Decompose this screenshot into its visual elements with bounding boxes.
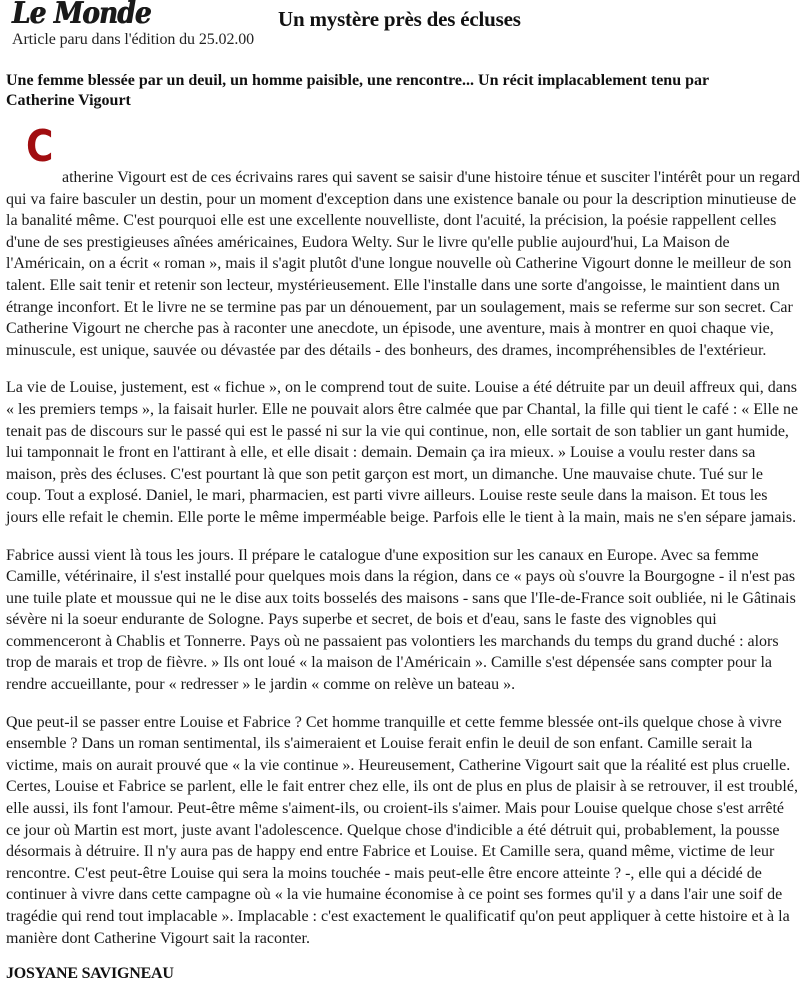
le-monde-logo: Le Monde	[12, 0, 151, 31]
article-paragraph: La vie de Louise, justement, est « fichue », on le comprend tout de suite. Louise a été détruite par un deuil affreux qui, dans « les premiers temps », la faisait hurler. Elle ne pouvait alors être calmée que par Chantal, la fille qui tient le café : « Elle ne tenait pas de discours sur le passé qui est le passé ni sur la vie qui continue, non, elle sortait de son tablier un gant humide, lui tamponnait le front en l'attirant à elle, et elle disait : demain. Demain ça ira mieux. » Louise a voulu rester dans sa maison, près des écluses. C'est pourtant là que son petit garçon est mort, un dimanche. Une mauvaise chute. Tué sur le coup. Tout a explosé. Daniel, le mari, pharmacien, est parti vivre ailleurs. Louise reste seule dans la maison. Et tous les jours elle refait le chemin. Elle porte le même imperméable beige. Parfois elle le tient à la main, mais ne s'en sépare jamais.	[6, 379, 799, 526]
masthead	[6, 0, 802, 50]
dropcap-letter: C	[26, 121, 54, 172]
article-title: Un mystère près des écluses	[278, 7, 521, 31]
article-paragraph: Fabrice aussi vient là tous les jours. Il prépare le catalogue d'une exposition sur les canaux en Europe. Avec sa femme Camille, vétérinaire, il s'est installé pour quelques mois dans la région, dans ce « pays où s'ouvre la Bourgogne - il n'est pas une tuile plate et moussue qui ne le dise aux toits bosselés des maisons - sans que l'Ile-de-France soit oubliée, ni le Gâtinais sévère ni la soeur endurante de Sologne. Pays superbe et secret, de bois et d'eau, sans le faste des vignobles qui commenceront à Chablis et Tonnerre. Pays où ne passaient pas volontiers les marchands du temps du grand duché : alors trop de marais et trop de fièvre. » Ils ont loué « la maison de l'Américain ». Camille s'est dépensée sans compter pour la rendre accueillante, pour « redresser » le jardin « comme on relève un bateau ».	[6, 546, 796, 694]
edition-date: Article paru dans l'édition du 25.02.00	[12, 31, 255, 48]
dropcap-row	[6, 121, 802, 172]
paragraph-text: atherine Vigourt est de ces écrivains rares qui savent se saisir d'une histoire ténue et susciter l'intérêt pour un regard qui va faire basculer un destin, pour un moment d'exception dans une existence banale ou pour la description minutieuse de la banalité même. C'est pourquoi elle est une excellente nouvelliste, dont l'acuité, la précision, la poésie rappellent celles d'une de ses prestigieuses aînées américaines, Eudora Welty. Sur le livre qu'elle publie aujourd'hui, La Maison de l'Américain, on a écrit « roman », mais il s'agit plutôt d'une longue nouvelle où Catherine Vigourt donne le meilleur de son talent. Elle sait tenir et retenir son lecteur, mystérieusement. Elle l'installe dans une sorte d'angoisse, le maintient dans un étrange inconfort. Et le livre ne se termine pas par un dénouement, par un soulagement, mais se referme sur son secret. Car Catherine Vigourt ne cherche pas à raconter une anecdote, un épisode, une aventure, mais à montrer en quoi chaque vie, minuscule, est unique, sauvée ou dévastée par des détails - des bonheurs, des drames, incompréhensibles de l'extérieur.	[6, 169, 801, 359]
article-paragraph	[6, 167, 802, 361]
author-signature: JOSYANE SAVIGNEAU	[6, 965, 174, 983]
article-paragraph: Que peut-il se passer entre Louise et Fabrice ? Cet homme tranquille et cette femme blessée ont-ils quelque chose à vivre ensemble ? Dans un roman sentimental, ils s'aimeraient et Louise ferait enfin le deuil de son enfant. Camille serait la victime, mais on aurait prouvé que « la vie continue ». Heureusement, Catherine Vigourt sait que la réalité est plus cruelle. Certes, Louise et Fabrice se parlent, elle le fait entrer chez elle, ils ont de plus en plus de plaisir à se retrouver, il est troublé, elle aussi, ils font l'amour. Peut-être même s'aiment-ils, ou croient-ils s'aimer. Mais pour Louise quelque chose s'est arrêté ce jour où Martin est mort, juste avant l'adolescence. Quelque chose d'indicible a été détruit qui, probablement, la pousse désormais à détruire. Il n'y aura pas de happy end entre Fabrice et Louise. Et Camille sera, quand même, victime de leur rencontre. C'est peut-être Louise qui sera la moins touchée - mais peut-elle être encore atteinte ? -, elle qui a décidé de continuer à vivre dans cette campagne où « la vie humaine économise à ce point ses formes qu'il y a dans l'air une soif de tragédie qui rend tout implacable ». Implacable : c'est exactement le qualificatif qu'on peut appliquer à cette histoire et à la manière dont Catherine Vigourt sait la raconter.	[6, 713, 798, 947]
article-body	[6, 121, 802, 949]
article-chapeau: Une femme blessée par un deuil, un homme paisible, une rencontre... Un récit implacablement tenu par Catherine Vigourt	[6, 72, 709, 109]
first-paragraph-block	[6, 121, 802, 361]
